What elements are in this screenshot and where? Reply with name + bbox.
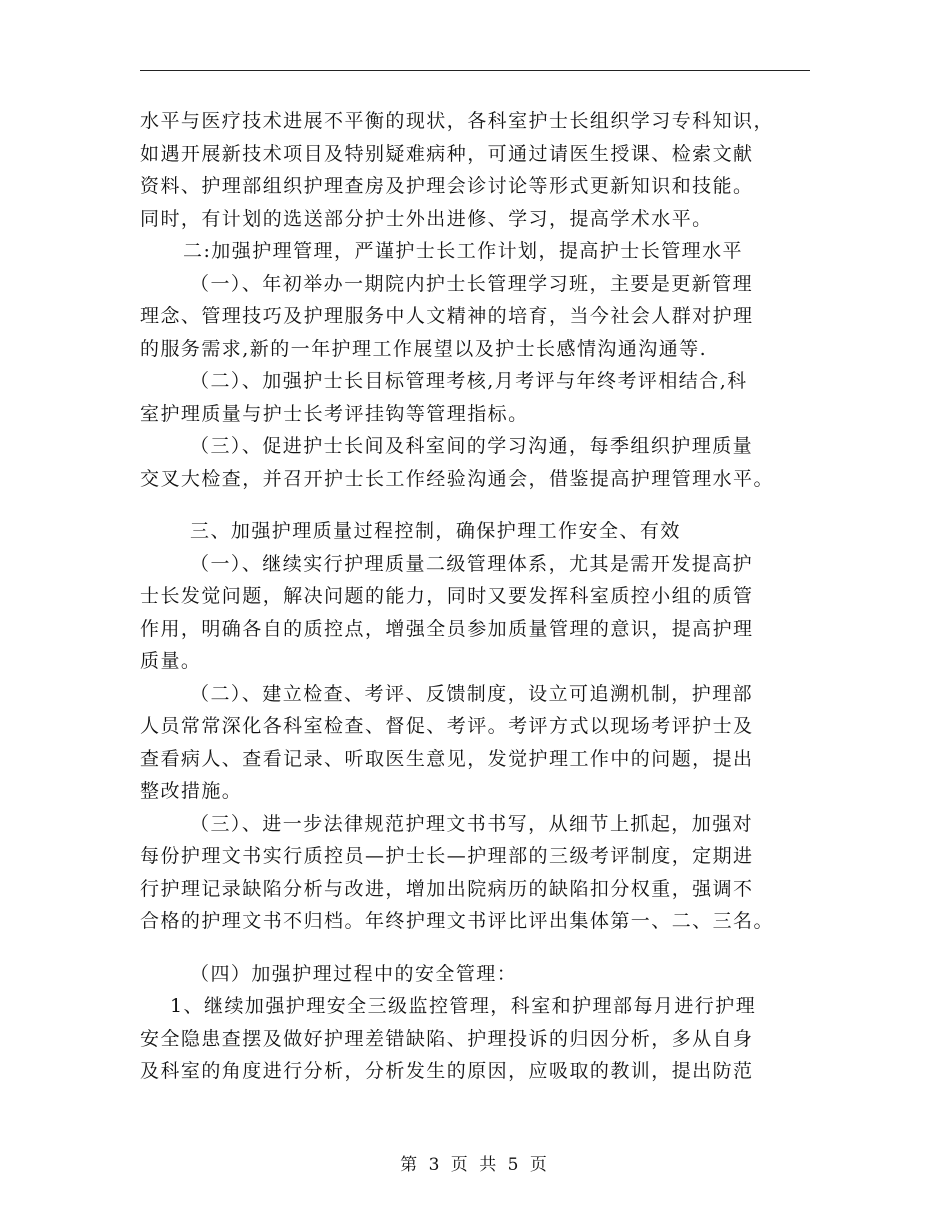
text-line: （二）、建立检查、考评、反馈制度，设立可追溯机制，护理部 <box>190 682 754 705</box>
text-line: 整改措施。 <box>140 780 243 802</box>
text-line: （三）、进一步法律规范护理文书书写，从细节上抓起，加强对 <box>190 812 754 835</box>
text-line: 质量。 <box>140 650 202 672</box>
body-text <box>140 105 810 1088</box>
text-line: 合格的护理文书不归档。年终护理文书评比评出集体第一、二、三名。 <box>140 910 774 932</box>
text-line: 及科室的角度进行分析，分析发生的原因，应吸取的教训，提出防范 <box>140 1060 754 1082</box>
text-line: 理念、管理技巧及护理服务中人文精神的培育，当今社会人群对护理 <box>140 305 754 327</box>
section-heading-4: （四）加强护理过程中的安全管理： <box>190 962 518 985</box>
text-line: 交叉大检查，并召开护士长工作经验沟通会，借鉴提高护理管理水平。 <box>140 467 774 490</box>
text-line: 室护理质量与护士长考评挂钩等管理指标。 <box>140 402 529 425</box>
section-heading-2: 二:加强护理管理，严谨护士长工作计划，提高护士长管理水平 <box>183 240 744 262</box>
text-line: 的服务需求,新的一年护理工作展望以及护士长感情沟通沟通等. <box>140 337 708 360</box>
text-line: 安全隐患查摆及做好护理差错缺陷、护理投诉的归因分析，多从自身 <box>140 1027 754 1050</box>
text-line: （三）、促进护士长间及科室间的学习沟通，每季组织护理质量 <box>190 435 754 457</box>
text-line: （一）、继续实行护理质量二级管理体系，尤其是需开发提高护 <box>190 552 754 575</box>
paragraph-gap <box>140 938 810 958</box>
text-line: 查看病人、查看记录、听取医生意见，发觉护理工作中的问题，提出 <box>140 747 754 770</box>
text-line: 如遇开展新技术项目及特别疑难病种，可通过请医生授课、检索文献 <box>140 142 754 165</box>
header-rule <box>140 70 810 71</box>
page-footer: 第 3 页 共 5 页 <box>400 1155 550 1175</box>
paragraph-gap <box>140 495 810 515</box>
text-line: 作用，明确各自的质控点，增强全员参加质量管理的意识，提高护理 <box>140 617 754 640</box>
text-line: 每份护理文书实行质控员—护士长—护理部的三级考评制度，定期进 <box>140 845 754 867</box>
text-line: 1、继续加强护理安全三级监控管理，科室和护理部每月进行护理 <box>170 995 757 1017</box>
text-line: 士长发觉问题，解决问题的能力，同时又要发挥科室质控小组的质管 <box>140 585 754 607</box>
text-line: 水平与医疗技术进展不平衡的现状，各科室护士长组织学习专科知识， <box>140 110 774 132</box>
text-line: （一）、年初举办一期院内护士长管理学习班，主要是更新管理 <box>190 272 754 295</box>
section-heading-3: 三、加强护理质量过程控制，确保护理工作安全、有效 <box>190 520 681 542</box>
text-line: 同时，有计划的选送部分护士外出进修、学习，提高学术水平。 <box>140 207 713 230</box>
text-line: 人员常常深化各科室检查、督促、考评。考评方式以现场考评护士及 <box>140 715 754 737</box>
text-line: 资料、护理部组织护理查房及护理会诊讨论等形式更新知识和技能。 <box>140 175 754 197</box>
text-line: 行护理记录缺陷分析与改进，增加出院病历的缺陷扣分权重，强调不 <box>140 877 754 900</box>
text-line: （二）、加强护士长目标管理考核,月考评与年终考评相结合,科 <box>190 370 748 392</box>
